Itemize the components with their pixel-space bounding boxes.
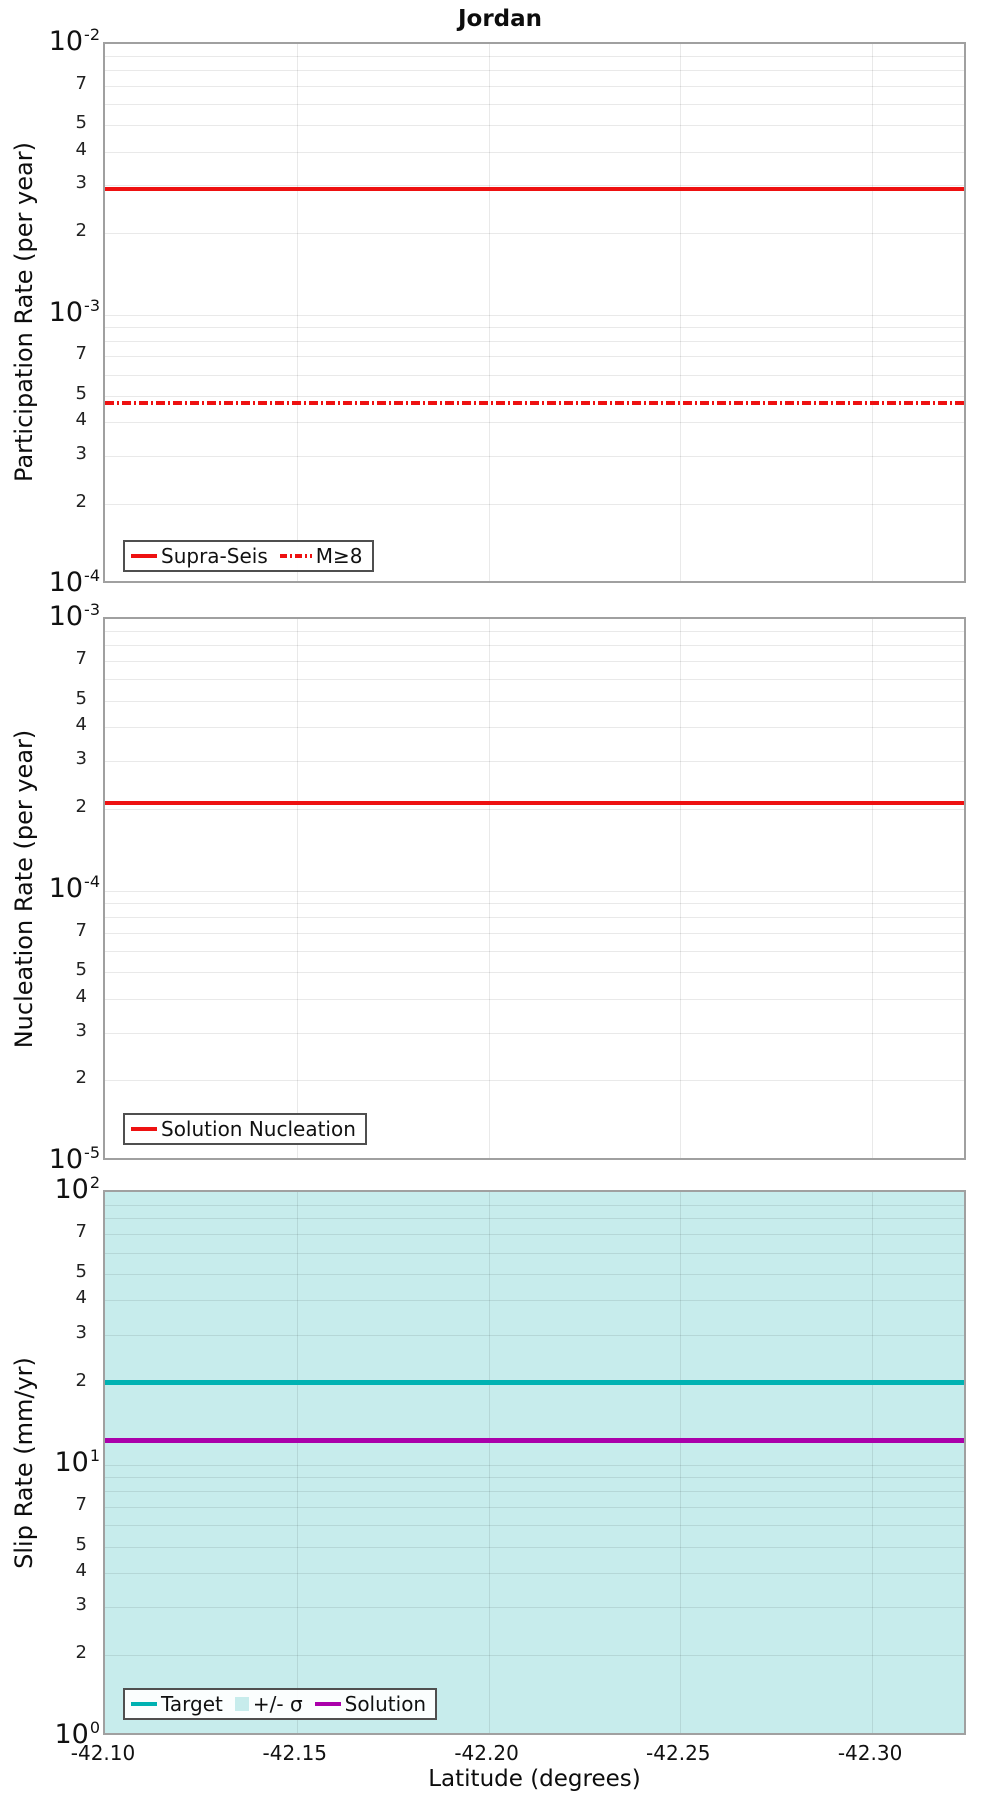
y-tick-label: 2 [75,1642,87,1663]
gridline [105,356,964,357]
y-decade-label: $10^0$ [54,1718,100,1750]
gridline [105,375,964,376]
legend-swatch-supra-seis [131,554,157,558]
gridline [105,125,964,126]
legend-swatch-solution [315,1702,341,1706]
gridline [105,1573,964,1574]
plot-panel-nucleation-rate-per-year [103,617,966,1160]
gridline [105,972,964,973]
y-tick-label: 5 [75,112,87,134]
y-tick-label: 4 [75,714,87,735]
x-tick-label: -42.30 [837,1741,903,1765]
gridline [105,1205,964,1206]
gridline [105,679,964,680]
gridline [105,1477,964,1478]
gridline [105,152,964,153]
legend-item-label: Supra-Seis [161,544,268,568]
gridline [105,504,964,505]
gridline [105,903,964,904]
gridline [105,727,964,728]
y-tick-label: 2 [75,490,87,512]
y-decade-label: $10^{-4}$ [48,871,100,904]
y-tick-label: 4 [75,1287,87,1309]
y-tick-label: 4 [75,409,87,431]
gridline [105,1218,964,1219]
gridline [105,1507,964,1508]
y-decade-label: $10^{-3}$ [48,600,100,632]
y-tick-label: 3 [75,1019,87,1041]
gridline [105,933,964,934]
legend-item-label: Target [161,1692,223,1716]
gridline [105,1300,964,1301]
gridline [105,233,964,234]
y-tick-label: 2 [75,1067,87,1089]
gridline [105,1234,964,1235]
y-tick-label: 4 [75,985,87,1007]
gridline [105,631,964,632]
y-tick-label: 5 [75,687,87,709]
gridline [105,1491,964,1492]
y-tick-label: 5 [75,1261,87,1282]
gridline [105,396,964,397]
gridline [105,1547,964,1548]
series-line-target [105,1380,964,1385]
series-line-solution [105,1438,964,1443]
y-decade-label: $10^{-5}$ [48,1143,100,1175]
y-axis-label-nucleation-rate: Nucleation Rate (per year) [10,729,38,1049]
y-tick-label: 7 [75,1221,87,1243]
gridline [105,56,964,57]
y-axis-label-slip-rate: Slip Rate (mm/yr) [10,1357,38,1569]
y-decade-label: $10^{-2}$ [48,25,100,57]
legend-swatch-solution-nucleation [131,1127,157,1131]
y-tick-label: 2 [75,795,87,817]
gridline [105,645,964,646]
gridline [105,1655,964,1656]
x-tick-label: -42.15 [262,1741,328,1765]
gridline [105,701,964,702]
legend-item [280,543,363,569]
x-tick-label: -42.20 [454,1741,519,1765]
gridline [105,1607,964,1608]
y-tick-label: 7 [75,1493,87,1515]
y-tick-label: 3 [75,1594,87,1615]
y-tick-label: 3 [75,748,87,769]
y-tick-label: 2 [75,1369,87,1391]
legend [123,1113,367,1145]
y-decade-label: $10^{-4}$ [48,566,100,598]
x-tick-label: -42.10 [70,1741,136,1765]
gridline [105,809,964,810]
plot-panel-participation-rate-per-year [103,42,966,583]
y-tick-label: 7 [75,72,87,94]
gridline [105,761,964,762]
y-tick-label: 3 [75,172,87,194]
legend-swatch-item [235,1697,249,1711]
legend-item [315,1691,426,1717]
legend-item [131,1691,223,1717]
y-tick-label: 3 [75,1321,87,1343]
gridline [105,456,964,457]
gridline [105,70,964,71]
legend [123,540,374,572]
y-decade-label: $10^1$ [54,1445,100,1478]
y-tick-label: 3 [75,442,87,464]
gridline [105,104,964,105]
legend-item-label: M≥8 [315,544,363,568]
x-tick-label: -42.25 [646,1741,711,1765]
y-tick-label: 5 [75,382,87,404]
gridline [105,1033,964,1034]
gridline [105,661,964,662]
gridline [105,185,964,186]
gridline [105,917,964,918]
gridline [105,341,964,342]
gridline [105,1525,964,1526]
legend-item [235,1691,303,1717]
legend-item [131,1116,356,1142]
y-decade-label: $10^2$ [54,1173,100,1205]
gridline [105,1080,964,1081]
y-tick-label: 5 [75,1533,87,1555]
gridline [105,1253,964,1254]
gridline [105,1465,964,1466]
legend-item [131,543,268,569]
y-tick-label: 4 [75,138,87,160]
series-line-m-8 [105,401,964,405]
legend-item-label: Solution Nucleation [161,1117,356,1141]
gridline [105,315,964,316]
gridline [105,1274,964,1275]
legend-swatch-m-8 [280,554,312,558]
series-line-solution-nucleation [105,801,964,805]
legend-item-label: +/- σ [252,1692,303,1716]
plot-panel-slip-rate-mm-yr [103,1190,966,1735]
y-axis-label-participation-rate: Participation Rate (per year) [10,142,38,482]
y-decade-label: $10^{-3}$ [48,295,100,328]
y-tick-label: 7 [75,648,87,670]
chart-title: Jordan [457,6,543,32]
gridline [105,891,964,892]
legend-item-label: Solution [344,1692,427,1716]
gridline [105,1335,964,1336]
y-tick-label: 7 [75,343,87,365]
y-tick-label: 7 [75,919,87,941]
y-tick-label: 4 [75,1559,87,1581]
y-tick-label: 2 [75,220,87,242]
legend [123,1688,437,1720]
series-line-supra-seis [105,187,964,191]
gridline [105,951,964,952]
gridline [105,86,964,87]
gridline [105,327,964,328]
gridline [105,999,964,1000]
y-tick-label: 5 [75,959,87,981]
gridline [105,422,964,423]
legend-swatch-target [131,1702,157,1706]
x-axis-label: Latitude (degrees) [428,1766,641,1792]
